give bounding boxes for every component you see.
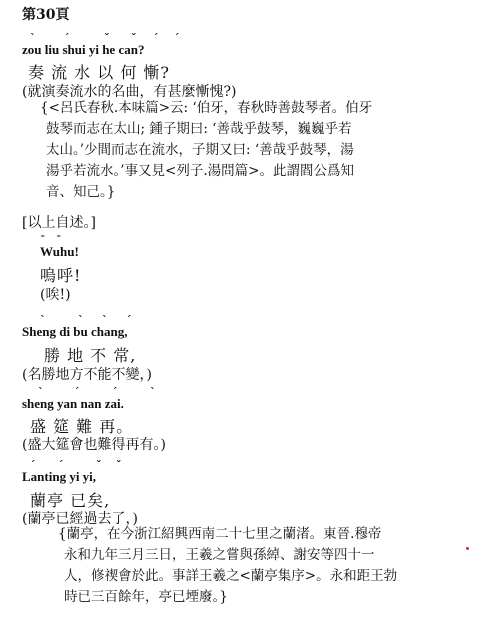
hanzi-line: 奏 流 水 以 何 慚? [28, 63, 171, 82]
note-block [58, 524, 397, 608]
pinyin-line: Sheng di bu chang, [22, 324, 128, 339]
gloss-line: (盛大筵會也難得再有。) [22, 437, 166, 453]
note-line: 人，修禊會於此。事詳王羲之<蘭亭集序>。永和距王勃 [64, 568, 398, 584]
ink-dot [466, 547, 469, 550]
note-line: 鼓琴而志在太山; 鍾子期曰: ‘善哉乎鼓琴，巍巍乎若 [46, 121, 352, 137]
remark-line: [以上自述。] [22, 215, 96, 231]
hanzi-line: 盛 筵 難 再。 [30, 417, 134, 436]
pinyin-line: sheng yan nan zai. [22, 396, 124, 411]
pinyin-line: zou liu shui yi he can? [22, 42, 145, 57]
page-number: 第30頁 [22, 7, 70, 23]
gloss-line: (就演奏流水的名曲，有甚麼慚愧?) [22, 84, 237, 100]
pinyin-line: Lanting yi yi, [22, 469, 97, 484]
gloss-line: (名勝地方不能不變，) [22, 367, 152, 383]
hanzi-line: 嗚呼! [40, 266, 82, 285]
note-line: 音、知己。} [46, 184, 116, 200]
gloss-line: (唉!) [40, 287, 71, 303]
hanzi-line: 蘭亭 已矣, [30, 491, 111, 510]
note-line: {<呂氏春秋.本味篇>云: ‘伯牙，春秋時善鼓琴者。伯牙 [40, 100, 373, 116]
pinyin-line: Wuhu! [40, 244, 79, 259]
note-block [40, 98, 372, 203]
hanzi-line: 勝 地 不 常, [44, 346, 137, 365]
note-line: 時已三百餘年，亭已堙廢。} [64, 589, 228, 605]
note-line: 湯乎若流水。’事又見<列子.湯問篇>。此謂閻公爲知 [46, 163, 354, 179]
gloss-line: (蘭亭已經過去了，) [22, 511, 138, 527]
note-line: {蘭亭，在今浙江紹興西南二十七里之蘭渚。東晉.穆帝 [58, 526, 382, 542]
note-line: 太山。’少間而志在流水，子期又曰: ‘善哉乎鼓琴，湯 [46, 142, 354, 158]
note-line: 永和九年三月三日，王羲之嘗與孫綽、謝安等四十一 [64, 547, 375, 563]
